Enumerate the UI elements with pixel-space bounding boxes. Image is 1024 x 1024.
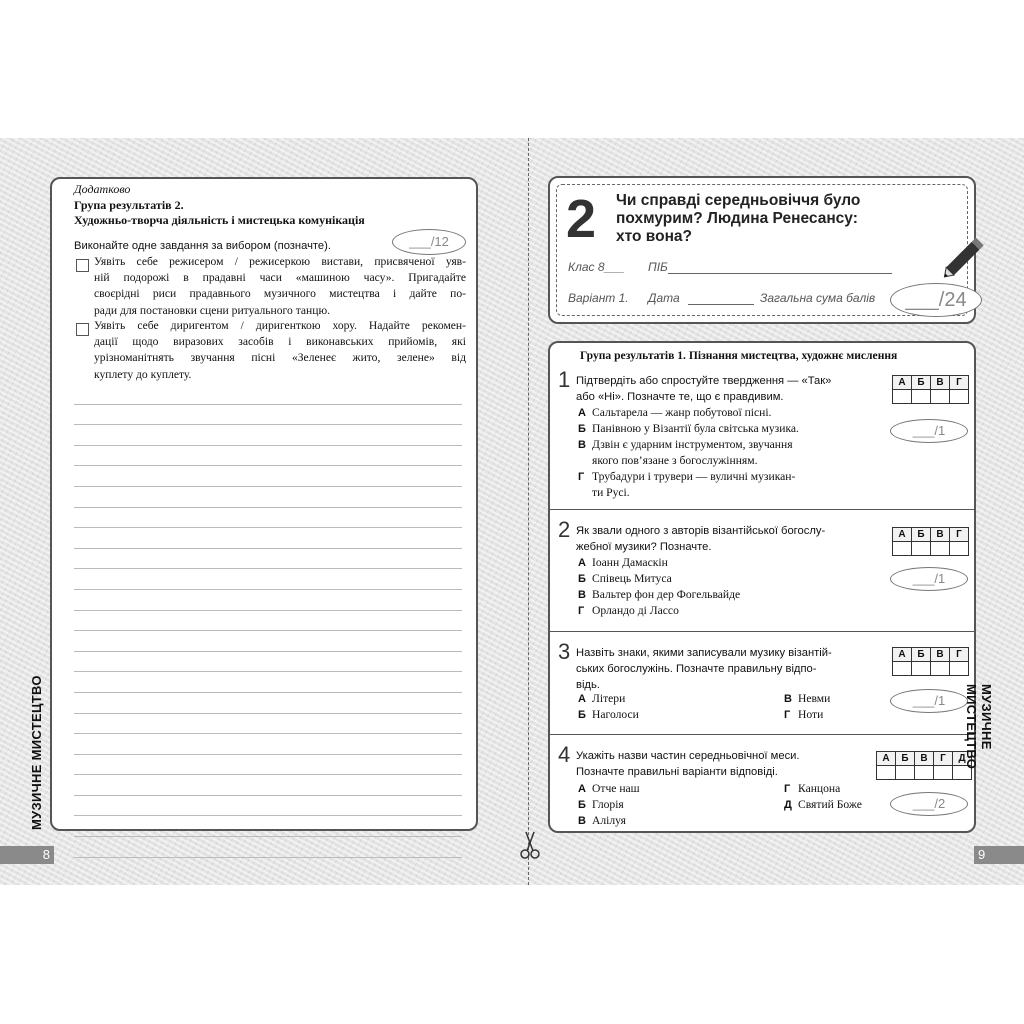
left-page-number: 8 [0, 846, 54, 864]
supplementary-label: Додатково [74, 182, 131, 196]
group-subtitle: Художньо-творча діяльність і мистецька комунікація [74, 213, 365, 227]
question-2-option-c[interactable]: В Вальтер фон дер Фогельвайде [578, 588, 741, 601]
question-1-option-a[interactable]: А Сальтарела — жанр побутової пісні. [578, 406, 772, 419]
question-2-text: Як звали одного з авторів візантійської богослу- жебної музики? Позначте. [576, 525, 826, 553]
scissors-icon [520, 830, 540, 860]
right-side-label: МУЗИЧНЕ МИСТЕЦТВО [964, 684, 994, 770]
question-separator [548, 631, 976, 632]
task-2-checkbox[interactable] [76, 323, 89, 336]
pencil-icon [936, 228, 996, 284]
test-number: 2 [566, 189, 597, 249]
question-separator [548, 734, 976, 735]
question-1-score-oval: ___/1 [890, 419, 968, 443]
question-4-option-a[interactable]: А Отче наш [578, 782, 640, 795]
question-2-score-oval: ___/1 [890, 567, 968, 591]
total-score-value: /24 [938, 289, 967, 311]
question-2-option-d[interactable]: Г Орландо ді Лассо [578, 604, 679, 617]
group-title: Група результатів 2. [74, 198, 184, 212]
task-1-checkbox[interactable] [76, 259, 89, 272]
left-side-label: МУЗИЧНЕ МИСТЕЦТВО [29, 675, 44, 830]
score-oval: ___/12 [392, 229, 466, 255]
question-3-text: Назвіть знаки, якими записували музику візантій- ських богослужінь. Позначте правильну відпо- відь. [576, 647, 832, 691]
instruction-text: Виконайте одне завдання за вибором (позначте). [74, 240, 331, 252]
question-3-number: 3 [558, 639, 571, 664]
question-1-text: Підтвердіть або спростуйте твердження — «Так» або «Ні». Позначте те, що є правдивим. [576, 375, 832, 403]
question-4-number: 4 [558, 742, 571, 767]
total-score-oval: ___/24 [890, 283, 982, 317]
question-1-option-c[interactable]: В Дзвін є ударним інструментом, звучання якого пов’язане з богослужінням. [578, 438, 793, 467]
answer-lines[interactable] [74, 384, 462, 858]
question-2-answer-grid[interactable]: А Б В Г [892, 527, 969, 556]
question-3-answer-grid[interactable]: А Б В Г [892, 647, 969, 676]
question-2-number: 2 [558, 517, 571, 542]
question-2-option-a[interactable]: А Іоанн Дамаскін [578, 556, 668, 569]
questions-panel [548, 341, 976, 833]
question-separator [548, 509, 976, 510]
question-4-answer-grid[interactable]: А Б В Г Д [876, 751, 972, 780]
question-3-option-a[interactable]: А Літери [578, 692, 626, 705]
task-1-text: Уявіть себе режисером / режисеркою вистави, присвяченої уяв- ній подорожі в прадавні часи «машиною часу». Пригадайте своєрідні риси прадавнього музичного мистецтва і дайте по- ради для постановки сцени ритуального танцю. [94, 255, 466, 317]
left-task-panel [50, 177, 478, 831]
question-1-answer-grid[interactable]: А Б В Г [892, 375, 969, 404]
date-label: Дата [648, 291, 680, 305]
question-4-option-b[interactable]: Б Глорія [578, 798, 624, 811]
task-2-text: Уявіть себе диригентом / диригенткою хору. Надайте рекомен- дації щодо виразових засобів і виконавських прийомів, які урізноманітнять звучання пісні «Зеленеє жито, зелене» від куплету до куплету. [94, 319, 466, 381]
total-score-label: Загальна сума балів [760, 291, 876, 305]
question-4-score-oval: ___/2 [890, 792, 968, 816]
right-page-number: 9 [974, 846, 1024, 864]
score-value: /12 [430, 234, 449, 249]
question-2-option-b[interactable]: Б Співець Митуса [578, 572, 672, 585]
question-1-option-d[interactable]: Г Трубадури і трувери — вуличні музикан- ти Русі. [578, 470, 796, 499]
question-4-option-e[interactable]: Д Святий Боже [784, 798, 862, 811]
question-4-option-c[interactable]: В Алілуя [578, 814, 627, 827]
date-field[interactable] [688, 304, 754, 305]
questions-group-title: Група результатів 1. Пізнання мистецтва, художнє мислення [580, 349, 898, 362]
name-field[interactable] [668, 273, 892, 274]
class-label: Клас 8___ [568, 260, 625, 274]
question-4-option-d[interactable]: Г Канцона [784, 782, 841, 795]
question-1-number: 1 [558, 367, 571, 392]
question-4-text: Укажіть назви частин середньовічної меси. Позначте правильні варіанти відповіді. [576, 750, 800, 778]
test-title: Чи справді середньовіччя було похмурим? Людина Ренесансу: хто вона? [616, 192, 861, 245]
name-label: ПІБ [648, 260, 668, 274]
question-3-option-b[interactable]: Б Наголоси [578, 708, 639, 721]
question-3-option-c[interactable]: В Невми [784, 692, 831, 705]
test-header-panel [548, 176, 976, 324]
question-3-option-d[interactable]: Г Ноти [784, 708, 824, 721]
question-3-score-oval: ___/1 [890, 689, 968, 713]
variant-label: Варіант 1. [568, 291, 629, 305]
question-1-option-b[interactable]: Б Панівною у Візантії була світська музика. [578, 422, 799, 435]
page-fold-cut-line [528, 138, 529, 885]
